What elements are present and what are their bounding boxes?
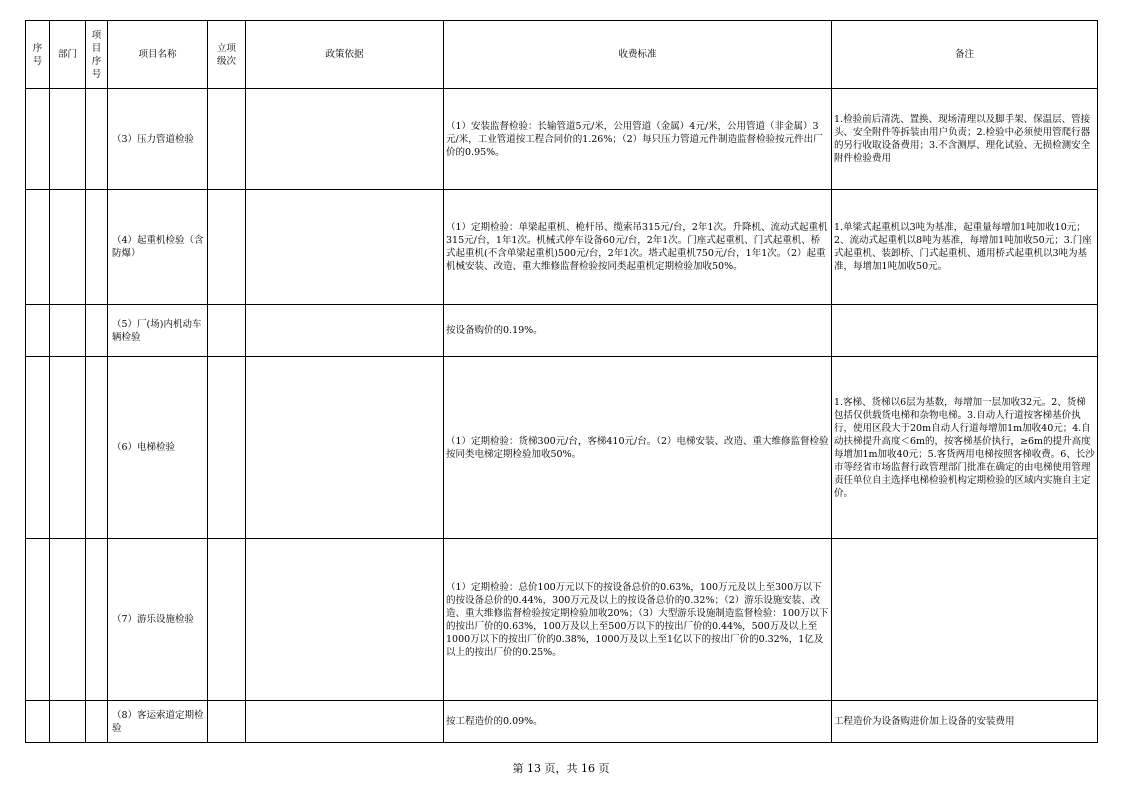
table-row xyxy=(26,305,1098,357)
table-row xyxy=(26,89,1098,190)
table-row xyxy=(26,190,1098,305)
cell-name: （8）客运索道定期检验 xyxy=(108,701,208,743)
cell-fee: 按工程造价的0.09%。 xyxy=(444,701,832,743)
cell-name: （3）压力管道检验 xyxy=(108,89,208,190)
header-dept: 部门 xyxy=(50,21,86,89)
cell-dept xyxy=(50,305,86,357)
cell-level xyxy=(208,357,246,539)
cell-name: （4）起重机检验（含防爆） xyxy=(108,190,208,305)
header-seq: 序号 xyxy=(26,21,50,89)
cell-fee: 按设备购价的0.19%。 xyxy=(444,305,832,357)
cell-seq xyxy=(26,357,50,539)
cell-basis xyxy=(246,89,444,190)
cell-level xyxy=(208,701,246,743)
cell-seq xyxy=(26,305,50,357)
table-row xyxy=(26,357,1098,539)
cell-name: （5）厂(场)内机动车辆检验 xyxy=(108,305,208,357)
cell-note xyxy=(832,539,1098,701)
table-row xyxy=(26,539,1098,701)
header-note: 备注 xyxy=(832,21,1098,89)
cell-note: 1.检验前后清洗、置换、现场清理以及脚手架、保温层、管接头、安全附件等拆装由用户负责；2.检验中必须使用管爬行器的另行收取设备费用；3.不含测厚、理化试验、无损检测安全附件检验费用 xyxy=(832,89,1098,190)
cell-item-seq xyxy=(86,357,108,539)
cell-fee: （1）定期检验：单梁起重机、桅杆吊、缆索吊315元/台，2年1次。升降机、流动式起重机315元/台，1年1次。机械式停车设备60元/台，2年1次。门座式起重机、门式起重机、桥式起重机(不含单梁起重机)500元/台，2年1次。塔式起重机750元/台，1年1次。（2）起重机械安装、改造、重大维修监督检验按同类起重机定期检验加收50%。 xyxy=(444,190,832,305)
cell-level xyxy=(208,305,246,357)
header-row xyxy=(26,21,1098,89)
cell-basis xyxy=(246,190,444,305)
header-item-seq: 项目序号 xyxy=(86,21,108,89)
cell-item-seq xyxy=(86,701,108,743)
cell-note: 1.单梁式起重机以3吨为基准，起重量每增加1吨加收10元；2、流动式起重机以8吨为基准，每增加1吨加收50元；3.门座式起重机、装卸桥、门式起重机、通用桥式起重机以3吨为基准，每增加1吨加收50元。 xyxy=(832,190,1098,305)
cell-basis xyxy=(246,305,444,357)
cell-seq xyxy=(26,539,50,701)
cell-level xyxy=(208,190,246,305)
header-fee: 收费标准 xyxy=(444,21,832,89)
cell-name: （7）游乐设施检验 xyxy=(108,539,208,701)
cell-dept xyxy=(50,539,86,701)
cell-seq xyxy=(26,701,50,743)
cell-dept xyxy=(50,701,86,743)
header-basis: 政策依据 xyxy=(246,21,444,89)
cell-item-seq xyxy=(86,305,108,357)
cell-note: 工程造价为设备购进价加上设备的安装费用 xyxy=(832,701,1098,743)
table-row xyxy=(26,701,1098,743)
cell-dept xyxy=(50,190,86,305)
cell-basis xyxy=(246,701,444,743)
cell-dept xyxy=(50,89,86,190)
header-level: 立项级次 xyxy=(208,21,246,89)
cell-seq xyxy=(26,89,50,190)
cell-level xyxy=(208,89,246,190)
cell-item-seq xyxy=(86,190,108,305)
cell-note xyxy=(832,305,1098,357)
cell-fee: （1）定期检验：总价100万元以下的按设备总价的0.63%，100万元及以上至300万以下的按设备总价的0.44%，300万元及以上的按设备总价的0.32%；（2）游乐设施安装、改造、重大维修监督检验按定期检验加收20%；（3）大型游乐设施制造监督检验：100万以下的按出厂价的0.63%，100万及以上至500万以下的按出厂价的0.44%，500万及以上至1000万以下的按出厂价的0.38%，1000万及以上至1亿以下的按出厂价的0.32%，1亿及以上的按出厂价的0.25%。 xyxy=(444,539,832,701)
cell-note: 1.客梯、货梯以6层为基数，每增加一层加收32元。2、货梯包括仅供载货电梯和杂物电梯。3.自动人行道按客梯基价执行，使用区段大于20m自动人行道每增加1m加收40元；4.自动扶梯提升高度＜6m的，按客梯基价执行，≥6m的提升高度每增加1m加收40元；5.客货两用电梯按照客梯收费。6、长沙市等经省市场监督行政管理部门批准在确定的由电梯使用管理责任单位自主选择电梯检验机构定期检验的区域内实施自主定价。 xyxy=(832,357,1098,539)
cell-dept xyxy=(50,357,86,539)
cell-fee: （1）定期检验：货梯300元/台，客梯410元/台。（2）电梯安装、改造、重大维修监督检验按同类电梯定期检验加收50%。 xyxy=(444,357,832,539)
cell-basis xyxy=(246,357,444,539)
cell-name: （6）电梯检验 xyxy=(108,357,208,539)
cell-fee: （1）安装监督检验：长输管道5元/米，公用管道（金属）4元/米，公用管道（非金属）3元/米，工业管道按工程合同价的1.26%；（2）每只压力管道元件制造监督检验按元件出厂价的0.95%。 xyxy=(444,89,832,190)
cell-item-seq xyxy=(86,539,108,701)
header-name: 项目名称 xyxy=(108,21,208,89)
cell-seq xyxy=(26,190,50,305)
fee-standard-table xyxy=(25,20,1098,743)
cell-item-seq xyxy=(86,89,108,190)
page-footer: 第 13 页，共 16 页 xyxy=(512,762,610,775)
cell-basis xyxy=(246,539,444,701)
cell-level xyxy=(208,539,246,701)
